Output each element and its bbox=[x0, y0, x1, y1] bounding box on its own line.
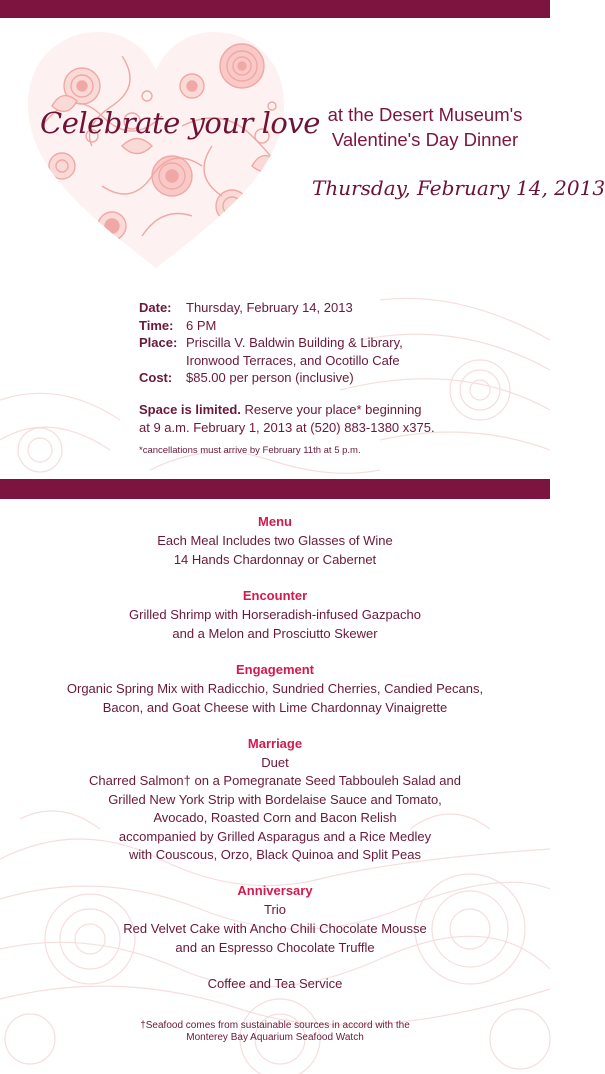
marriage-title: Marriage bbox=[247, 736, 303, 751]
detail-row-time: Time: 6 PM bbox=[139, 317, 217, 333]
menu-line: Charred Salmon† on a Pomegranate Seed Tabbouleh Salad and bbox=[89, 773, 461, 788]
detail-row-date: Date: Thursday, February 14, 2013 bbox=[139, 300, 353, 315]
menu-line: Grilled New York Strip with Bordelaise Sauce and Tomato, bbox=[108, 792, 442, 807]
event-details bbox=[139, 299, 446, 387]
encounter-title: Encounter bbox=[242, 588, 308, 603]
notice-rest: Reserve your place* beginning bbox=[240, 402, 422, 417]
menu-section bbox=[0, 499, 550, 1074]
script-date: Thursday, February 14, 2013 bbox=[312, 176, 605, 200]
reservation-notice bbox=[139, 401, 459, 436]
detail-row-place-cont: Ironwood Terraces, and Ocotillo Cafe bbox=[186, 352, 400, 368]
footnote-line-2: Monterey Bay Aquarium Seafood Watch bbox=[186, 1032, 364, 1043]
menu-title: Menu bbox=[258, 514, 292, 529]
menu-line: Bacon, and Goat Cheese with Lime Chardonnay Vinaigrette bbox=[102, 700, 448, 715]
floral-heart-illustration bbox=[22, 26, 320, 276]
menu-line: Duet bbox=[261, 755, 289, 770]
footnote-line-1: †Seafood comes from sustainable sources in accord with the bbox=[140, 1020, 410, 1031]
top-band bbox=[0, 0, 550, 18]
coffee-tea-service: Coffee and Tea Service bbox=[207, 976, 343, 991]
script-title: Celebrate your love bbox=[40, 106, 320, 140]
menu-line: Each Meal Includes two Glasses of Wine bbox=[157, 533, 393, 548]
middle-band bbox=[0, 479, 550, 499]
menu-line: Red Velvet Cake with Ancho Chili Chocolate Mousse bbox=[123, 921, 427, 936]
menu-line: with Couscous, Orzo, Black Quinoa and Split Peas bbox=[129, 847, 421, 862]
event-details-section bbox=[0, 280, 550, 479]
menu-line: accompanied by Grilled Asparagus and a Rice Medley bbox=[118, 829, 432, 844]
headline-line-2: Valentine's Day Dinner bbox=[331, 129, 519, 150]
engagement-title: Engagement bbox=[235, 662, 314, 677]
invitation-header bbox=[0, 18, 605, 280]
detail-row-cost: Cost: $85.00 per person (inclusive) bbox=[139, 370, 354, 385]
cancellation-note: *cancellations must arrive by February 11th at 5 p.m. bbox=[139, 445, 361, 456]
menu-line: Avocado, Roasted Corn and Bacon Relish bbox=[153, 810, 397, 825]
detail-row-place: Place: Priscilla V. Baldwin Building & Library, bbox=[139, 335, 403, 350]
menu-line: Grilled Shrimp with Horseradish-infused Gazpacho bbox=[129, 607, 421, 622]
menu-line: 14 Hands Chardonnay or Cabernet bbox=[173, 552, 377, 567]
menu-line: Organic Spring Mix with Radicchio, Sundried Cherries, Candied Pecans, bbox=[66, 681, 484, 696]
menu-line: and an Espresso Chocolate Truffle bbox=[175, 940, 375, 955]
headline-line-1: at the Desert Museum's bbox=[327, 104, 523, 125]
notice-line-2: at 9 a.m. February 1, 2013 at (520) 883-1380 x375. bbox=[139, 419, 435, 435]
notice-bold: Space is limited. bbox=[139, 402, 241, 417]
menu-line: and a Melon and Prosciutto Skewer bbox=[172, 626, 378, 641]
anniversary-title: Anniversary bbox=[237, 883, 313, 898]
menu-line: Trio bbox=[264, 902, 286, 917]
